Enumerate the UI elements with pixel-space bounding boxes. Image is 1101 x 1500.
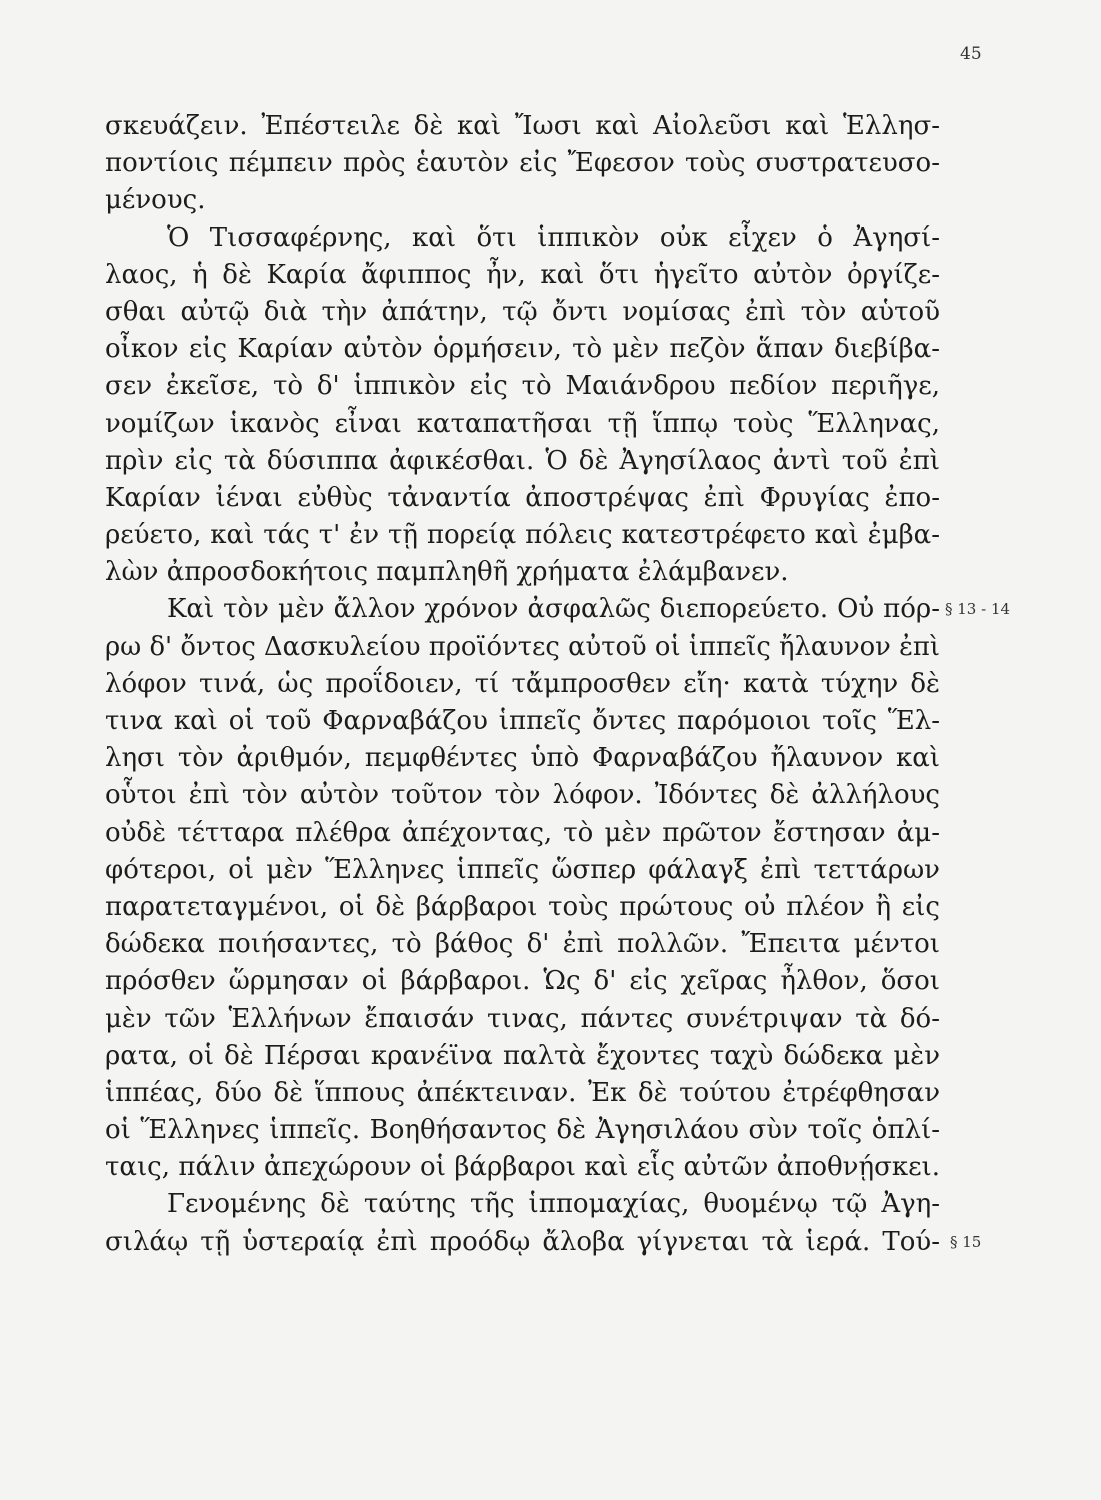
text-line-content: πρὶν εἰς τὰ δύσιππα ἀφικέσθαι. Ὁ δὲ Ἀγησίλαος ἀντὶ τοῦ ἐπὶ xyxy=(105,445,940,476)
text-line xyxy=(105,1186,940,1223)
text-line xyxy=(105,368,940,405)
text-line xyxy=(105,740,940,777)
text-line xyxy=(105,1001,940,1038)
body-text xyxy=(105,108,1011,1261)
text-line-content: φότεροι, οἱ μὲν Ἕλληνες ἱππεῖς ὥσπερ φάλαγξ ἐπὶ τεττάρων xyxy=(105,854,940,885)
page-number: 45 xyxy=(960,44,982,64)
text-line-content: οὗτοι ἐπὶ τὸν αὐτὸν τοῦτον τὸν λόφον. Ἰδόντες δὲ ἀλλήλους xyxy=(105,780,940,811)
text-line-content: ρεύετο, καὶ τάς τ' ἐν τῇ πορείᾳ πόλεις κατεστρέφετο καὶ ἐμβα- xyxy=(105,520,940,551)
text-line-content: οὐδὲ τέτταρα πλέθρα ἀπέχοντας, τὸ μὲν πρῶτον ἔστησαν ἀμ- xyxy=(105,817,940,848)
text-line xyxy=(105,1075,940,1112)
text-line-content: πρόσθεν ὥρμησαν οἱ βάρβαροι. Ὡς δ' εἰς χεῖρας ἦλθον, ὅσοι xyxy=(105,966,940,997)
text-line xyxy=(105,963,940,1000)
text-line xyxy=(105,257,940,294)
text-line-content: σκευάζειν. Ἐπέστειλε δὲ καὶ Ἴωσι καὶ Αἰολεῦσι καὶ Ἑλλησ- xyxy=(105,111,940,141)
text-line xyxy=(105,629,940,666)
text-line-content: λὼν ἀπροσδοκήτοις παμπληθῆ χρήματα ἐλάμβανεν. xyxy=(105,557,789,588)
text-line-content: μὲν τῶν Ἑλλήνων ἔπαισάν τινας, πάντες συνέτριψαν τὰ δό- xyxy=(105,1003,940,1034)
text-line xyxy=(105,443,940,480)
text-line xyxy=(105,182,940,219)
text-line-content: ἱππέας, δύο δὲ ἵππους ἀπέκτειναν. Ἐκ δὲ τούτου ἐτρέφθησαν xyxy=(105,1077,940,1108)
text-line xyxy=(105,591,1011,628)
text-line-content: ταις, πάλιν ἀπεχώρουν οἱ βάρβαροι καὶ εἷς αὐτῶν ἀποθνῄσκει. xyxy=(105,1152,940,1183)
text-line-content: σιλάῳ τῇ ὑστεραίᾳ ἐπὶ προόδῳ ἄλοβα γίγνεται τὰ ἱερά. Τού- xyxy=(105,1226,940,1257)
text-line-content: λόφον τινά, ὡς προΐδοιεν, τί τἄμπροσθεν εἴη· κατὰ τύχην δὲ xyxy=(105,668,940,699)
text-line xyxy=(105,1038,940,1075)
text-line xyxy=(105,294,940,331)
text-line xyxy=(105,554,940,591)
text-line-content: οἱ Ἕλληνες ἱππεῖς. Βοηθήσαντος δὲ Ἀγησιλάου σὺν τοῖς ὁπλί- xyxy=(105,1115,940,1146)
text-line-content: Καὶ τὸν μὲν ἄλλον χρόνον ἀσφαλῶς διεπορεύετο. Οὐ πόρ- xyxy=(167,594,940,625)
text-line xyxy=(105,331,940,368)
text-line-content: οἶκον εἰς Καρίαν αὐτὸν ὁρμήσειν, τὸ μὲν πεζὸν ἅπαν διεβίβα- xyxy=(105,334,940,365)
section-marginal-reference: § 13 - 14 xyxy=(945,600,1011,619)
text-line xyxy=(105,108,940,145)
section-marginal-reference: § 15 xyxy=(950,1232,982,1251)
text-line-content: λαος, ἡ δὲ Καρία ἄφιππος ἦν, καὶ ὅτι ἡγεῖτο αὐτὸν ὀργίζε- xyxy=(105,259,940,290)
text-line xyxy=(105,517,940,554)
text-line xyxy=(105,889,940,926)
text-line xyxy=(105,145,940,182)
text-line-content: σεν ἐκεῖσε, τὸ δ' ἱππικὸν εἰς τὸ Μαιάνδρου πεδίον περιῆγε, xyxy=(105,371,940,402)
text-line xyxy=(105,1149,940,1186)
text-line xyxy=(105,220,940,257)
text-line xyxy=(105,666,940,703)
text-line xyxy=(105,777,940,814)
text-line xyxy=(105,703,940,740)
text-line xyxy=(105,926,940,963)
text-line-content: Ὁ Τισσαφέρνης, καὶ ὅτι ἱππικὸν οὐκ εἶχεν ὁ Ἀγησί- xyxy=(167,222,940,253)
text-line-content: παρατεταγμένοι, οἱ δὲ βάρβαροι τοὺς πρώτους οὐ πλέον ἢ εἰς xyxy=(105,891,940,922)
text-line xyxy=(105,852,940,889)
text-line-content: μένους. xyxy=(105,185,206,216)
text-line-content: δώδεκα ποιήσαντες, τὸ βάθος δ' ἐπὶ πολλῶν. Ἔπειτα μέντοι xyxy=(105,929,940,960)
text-line-content: ρω δ' ὄντος Δασκυλείου προϊόντες αὐτοῦ οἱ ἱππεῖς ἤλαυνον ἐπὶ xyxy=(105,631,940,662)
text-line xyxy=(105,480,940,517)
text-line-content: Καρίαν ἰέναι εὐθὺς τἀναντία ἀποστρέψας ἐπὶ Φρυγίας ἐπο- xyxy=(105,482,940,513)
text-line-content: τινα καὶ οἱ τοῦ Φαρναβάζου ἱππεῖς ὄντες παρόμοιοι τοῖς Ἕλ- xyxy=(105,706,940,736)
text-line xyxy=(105,815,940,852)
text-line-content: Γενομένης δὲ ταύτης τῆς ἱππομαχίας, θυομένῳ τῷ Ἀγη- xyxy=(167,1189,940,1220)
text-line-content: ποντίοις πέμπειν πρὸς ἑαυτὸν εἰς Ἔφεσον τοὺς συστρατευσο- xyxy=(105,148,940,179)
text-line xyxy=(105,1112,940,1149)
text-line xyxy=(105,1224,982,1261)
text-line-content: νομίζων ἱκανὸς εἶναι καταπατῆσαι τῇ ἵππῳ τοὺς Ἕλληνας, xyxy=(105,408,940,439)
text-line-content: λησι τὸν ἀριθμόν, πεμφθέντες ὑπὸ Φαρναβάζου ἤλαυνον καὶ xyxy=(105,743,940,774)
text-line-content: σθαι αὐτῷ διὰ τὴν ἀπάτην, τῷ ὄντι νομίσας ἐπὶ τὸν αὑτοῦ xyxy=(105,296,940,327)
text-line-content: ρατα, οἱ δὲ Πέρσαι κρανέϊνα παλτὰ ἔχοντες ταχὺ δώδεκα μὲν xyxy=(105,1040,940,1071)
text-line xyxy=(105,406,940,443)
